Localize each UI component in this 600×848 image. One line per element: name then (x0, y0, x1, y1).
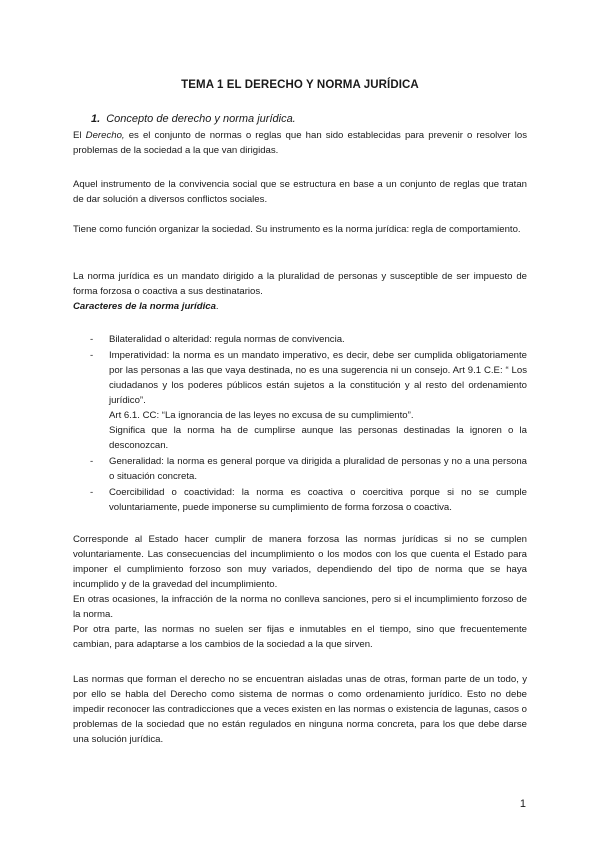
section-heading (91, 112, 296, 127)
list-item (73, 332, 527, 347)
list-item (73, 485, 527, 515)
list-item-text: Coercibilidad o coactividad: la norma es coactiva o coercitiva porque si no se cumple voluntariamente, puede imponerse su cumplimiento de forma forzosa o coactiva. (109, 487, 527, 513)
list-item-note: Significa que la norma ha de cumplirse aunque las personas destinadas la ignoren o la desconozcan. (109, 425, 527, 451)
caracteres-heading: Caracteres de la norma jurídica (73, 301, 216, 312)
list-item-text: Generalidad: la norma es general porque va dirigida a pluralidad de personas y no a una persona o situación concreta. (109, 456, 527, 482)
paragraph-estado (73, 532, 527, 652)
document-title: TEMA 1 EL DERECHO Y NORMA JURÍDICA (181, 79, 419, 91)
section-number: 1. (91, 113, 101, 125)
list-item (73, 348, 527, 453)
page-number: 1 (519, 798, 526, 810)
paragraph-text: El (73, 130, 86, 141)
paragraph-instrument: Aquel instrumento de la convivencia social que se estructura en base a un conjunto de reglas que tratan de dar solución a diversos conflictos sociales. (73, 179, 527, 205)
list-item-text: Bilateralidad o alteridad: regula normas de convivencia. (109, 334, 345, 345)
list-item-article: Art 6.1. CC: “La ignorancia de las leyes no excusa de su cumplimiento”. (109, 410, 414, 421)
paragraph-text: es el conjunto de normas o reglas que han sido establecidas para prevenir o resolver los problemas de la sociedad a la que van dirigidas. (73, 130, 527, 156)
paragraph-function: Tiene como función organizar la sociedad. Su instrumento es la norma jurídica: regla de comportamiento. (73, 224, 521, 235)
paragraph-text: En otras ocasiones, la infracción de la norma no conlleva sanciones, pero si el incumplimiento forzoso de la norma. (73, 594, 527, 620)
bullet-marker: - (90, 350, 94, 361)
paragraph-sistema: Las normas que forman el derecho no se encuentran aisladas unas de otras, forman parte de un todo, y por ello se habla del Derecho como sistema de normas o como ordenamiento jurídico. Esto no debe impedir reconocer las contradicciones que a veces existen en las normas o existencia de lagunas, casos o problemas de la sociedad que no están regulados en ninguna norma concreta, para los que debe darse una solución jurídica. (73, 674, 527, 745)
paragraph-text: La norma jurídica es un mandato dirigido a la pluralidad de personas y susceptible de ser impuesto de forma forzosa o coactiva a sus destinatarios. (73, 271, 527, 297)
list-item-text: Imperatividad: la norma es un mandato imperativo, es decir, debe ser cumplida obligatoriamente por las personas a las que vaya destinada, no es una sugerencia ni un consejo. Art 9.1 C.E: “ Los ciudadanos y los poderes públicos están sujetos a la constitución y al resto del ordenamiento jurídico”. (109, 350, 527, 406)
paragraph-text: Corresponde al Estado hacer cumplir de manera forzosa las normas jurídicas si no se cumplen voluntariamente. Las consecuencias del incumplimiento o los modos con los que cuenta el Estado para imponer el cumplimiento forzoso son muy variados, dependiendo del tipo de norma que se haya incumplido y de la gravedad del incumplimiento. (73, 534, 527, 590)
derecho-term: Derecho, (85, 130, 125, 141)
caracteres-list (73, 332, 527, 515)
caracteres-heading-suffix: . (215, 301, 219, 312)
paragraph-text: Por otra parte, las normas no suelen ser fijas e inmutables en el tiempo, sino que frecuentemente cambian, para adaptarse a los cambios de la sociedad a la que sirven. (73, 624, 527, 650)
list-item (73, 454, 527, 484)
paragraph-norma (73, 269, 527, 314)
bullet-marker: - (90, 487, 94, 498)
bullet-marker: - (90, 456, 94, 467)
paragraph-definition (73, 128, 527, 158)
section-title: Concepto de derecho y norma jurídica. (106, 113, 296, 125)
bullet-marker: - (90, 334, 94, 345)
